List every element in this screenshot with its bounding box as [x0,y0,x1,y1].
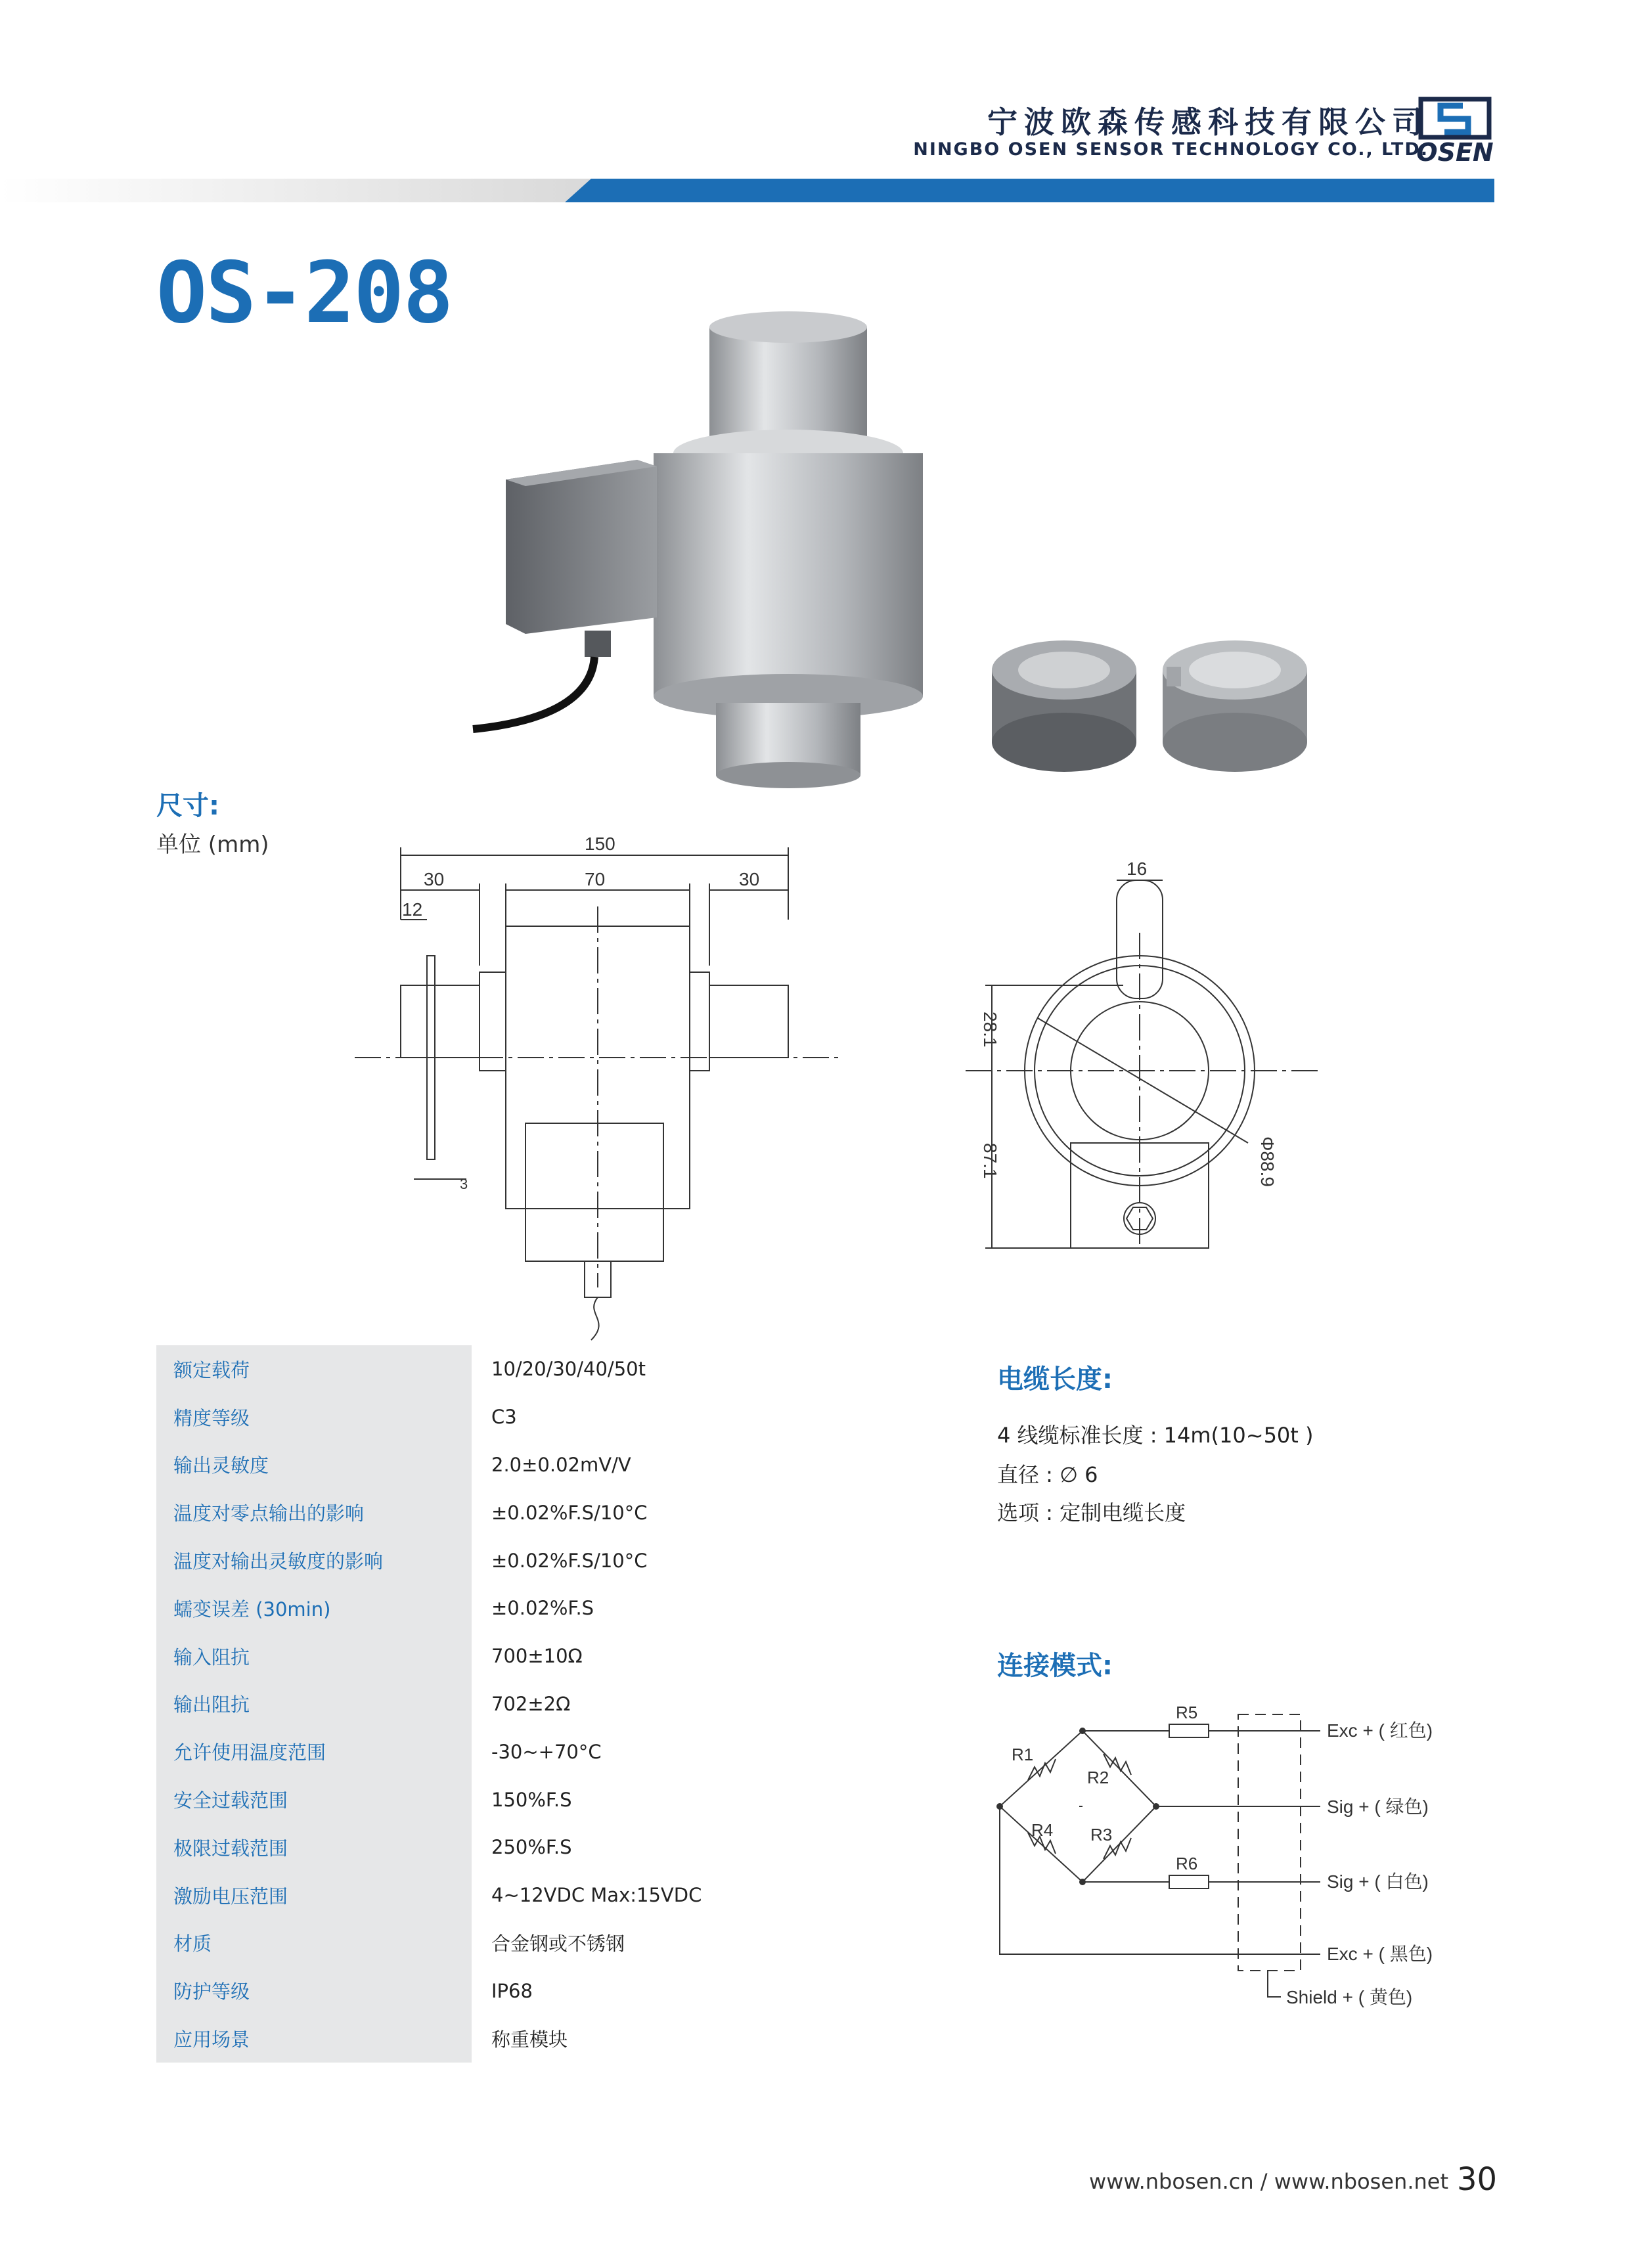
footer-url: www.nbosen.cn / www.nbosen.net [1089,2169,1448,2194]
spec-label: 应用场景 [156,2015,472,2063]
company-name-cn: 宁波欧森传感科技有限公司 [987,104,1429,140]
spec-label: 输出灵敏度 [156,1441,472,1489]
spec-row [156,1967,984,2015]
spec-value: 702±2Ω [491,1692,571,1715]
r4-label: R4 [1031,1820,1054,1840]
spec-label: 精度等级 [156,1393,472,1441]
spec-value: 150%F.S [491,1788,572,1811]
dim-slot: 16 [1127,859,1148,879]
spec-row [156,1871,984,1919]
company-name-en: NINGBO OSEN SENSOR TECHNOLOGY CO., LTD. [913,139,1429,160]
header-bar-blue [0,179,1494,202]
mounting-pads-photo [979,631,1320,782]
spec-row [156,1393,984,1441]
spec-value: ±0.02%F.S/10°C [491,1501,648,1524]
unit-label: 单位 (mm) [156,832,269,858]
dim-flange: 12 [402,899,423,920]
terminal-sig-plus-white: Sig + ( 白色) [1327,1871,1429,1892]
spec-value: ±0.02%F.S [491,1597,594,1620]
dim-middle: 70 [585,869,606,889]
dim-overall: 150 [585,834,615,854]
spec-row [156,1584,984,1632]
spec-value: 2.0±0.02mV/V [491,1453,631,1476]
cable-standard-length: 4 线缆标准长度 : 14m(10~50t ) [997,1423,1314,1448]
cable-title: 电缆长度: [997,1364,1113,1395]
spec-value: 250%F.S [491,1836,572,1859]
spec-row [156,2015,984,2063]
terminal-sig-plus-green: Sig + ( 绿色) [1327,1797,1429,1817]
terminal-exc-plus-red: Exc + ( 红色) [1327,1720,1433,1741]
spec-row [156,1680,984,1728]
dimensions-title: 尺寸: [156,791,219,821]
spec-value: 称重模块 [491,2028,568,2051]
spec-value: 10/20/30/40/50t [491,1358,646,1381]
spec-label: 输出阻抗 [156,1680,472,1728]
spec-row [156,1345,984,1393]
spec-label: 蠕变误差 (30min) [156,1584,472,1632]
terminal-exc-plus-black: Exc + ( 黑色) [1327,1944,1433,1964]
wiring-title: 连接模式: [997,1651,1113,1681]
spec-label: 允许使用温度范围 [156,1728,472,1776]
dim-diameter: Φ88.9 [1257,1136,1278,1187]
page-number: 30 [1457,2161,1498,2198]
spec-label: 额定载荷 [156,1345,472,1393]
spec-value: -30~+70°C [491,1740,602,1763]
load-cell-photo [460,309,959,795]
spec-label: 安全过载范围 [156,1776,472,1823]
r2-label: R2 [1087,1768,1109,1787]
dim-right: 30 [739,869,760,889]
spec-row [156,1632,984,1680]
spec-row [156,1728,984,1776]
r1-label: R1 [1012,1745,1034,1764]
model-title: OS-208 [156,244,453,342]
spec-row [156,1823,984,1871]
spec-table [156,1345,984,2063]
spec-value: C3 [491,1406,517,1429]
cable-option: 选项 : 定制电缆长度 [997,1500,1186,1525]
spec-value: 4~12VDC Max:15VDC [491,1884,702,1907]
spec-label: 防护等级 [156,1967,472,2015]
spec-label: 温度对输出灵敏度的影响 [156,1536,472,1584]
terminal-shield-yellow: Shield + ( 黄色) [1286,1987,1413,2007]
spec-row [156,1776,984,1823]
wiring-diagram [992,1695,1478,2017]
spec-row [156,1536,984,1584]
r3-label: R3 [1090,1825,1113,1844]
dim-lower: 87.1 [980,1143,1000,1179]
spec-label: 极限过载范围 [156,1823,472,1871]
spec-value: 合金钢或不锈钢 [491,1933,625,1955]
front-view-drawing [966,854,1333,1301]
cable-diameter: 直径 : ∅ 6 [997,1462,1098,1487]
side-view-drawing [348,834,847,1347]
spec-label: 输入阻抗 [156,1632,472,1680]
spec-row [156,1441,984,1489]
spec-value: 700±10Ω [491,1645,583,1668]
spec-value: ±0.02%F.S/10°C [491,1549,648,1572]
r6-label: R6 [1176,1854,1198,1873]
spec-label: 材质 [156,1919,472,1967]
spec-row [156,1488,984,1536]
spec-value: IP68 [491,1979,533,2002]
dim-left: 30 [424,869,445,889]
spec-row [156,1919,984,1967]
dim-thickness: 3 [460,1176,468,1192]
r5-label: R5 [1176,1703,1198,1722]
dim-upper: 28.1 [980,1012,1000,1048]
spec-label: 温度对零点输出的影响 [156,1488,472,1536]
spec-label: 激励电压范围 [156,1871,472,1919]
logo-text: OSEN [1416,138,1494,167]
